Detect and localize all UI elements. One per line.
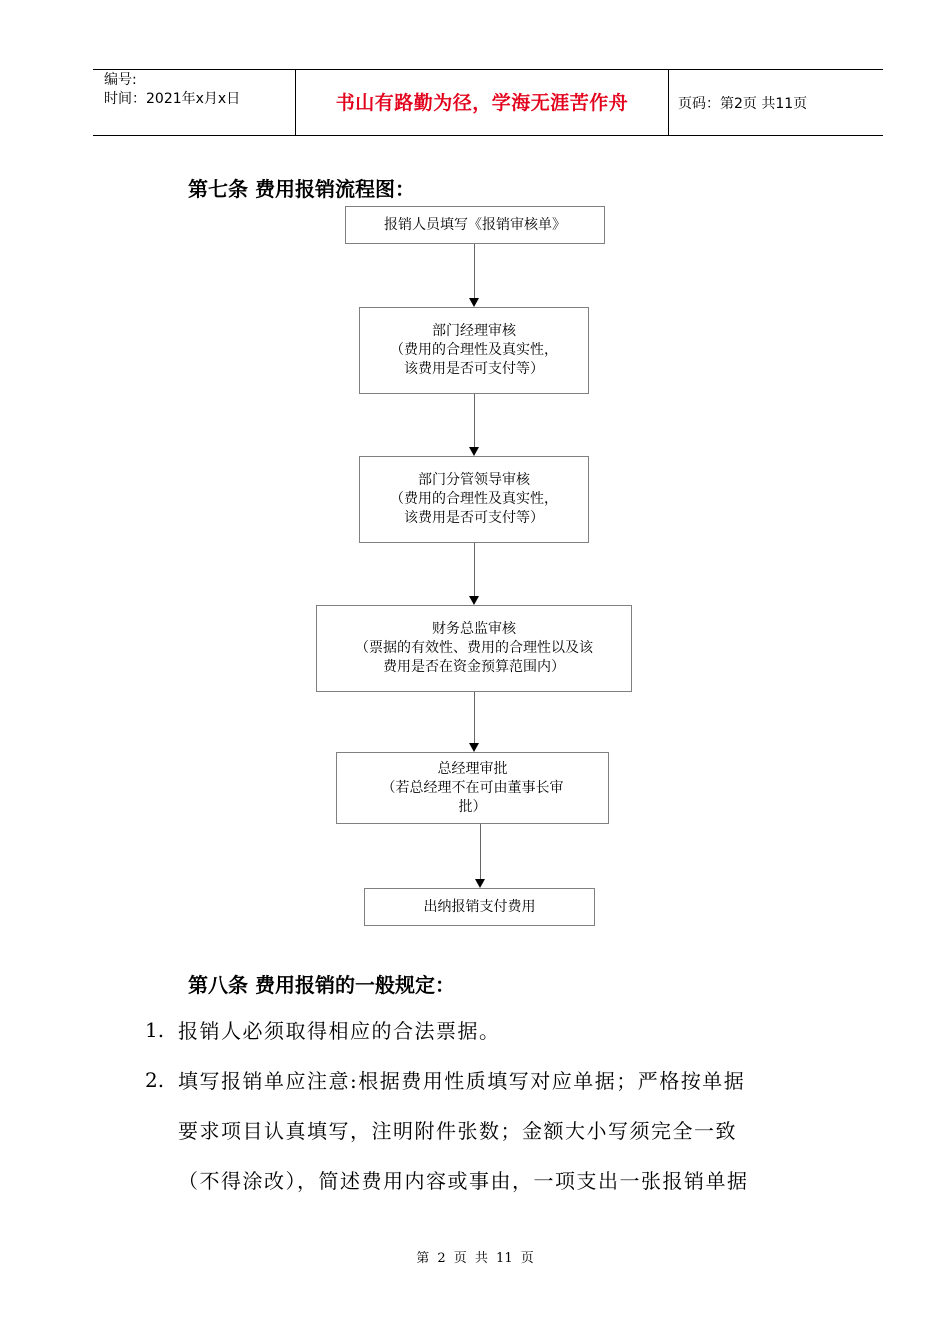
list-item-line: （不得涂改），简述费用内容或事由，一项支出一张报销单据 (178, 1169, 749, 1193)
flow-step-text: 财务总监审核 (432, 621, 516, 637)
flow-step-cfo (316, 605, 632, 692)
header-motto: 书山有路勤为径，学海无涯苦作舟 (335, 92, 629, 114)
header-divider-right (668, 69, 669, 136)
flow-arrowhead-1 (469, 298, 479, 307)
flow-step-general-manager (336, 752, 609, 824)
flow-step-text: （费用的合理性及真实性， (390, 342, 558, 358)
flow-step-text: 批） (458, 798, 487, 815)
flow-step-cashier (364, 888, 595, 926)
list-item-line: 报销人必须取得相应的合法票据。 (178, 1019, 501, 1043)
flow-step-text: 总经理审批 (437, 760, 508, 777)
flow-step-submit (345, 206, 605, 244)
flow-connector-3 (474, 543, 475, 596)
header-meta (104, 71, 240, 109)
flow-step-text: 部门分管领导审核 (418, 472, 530, 488)
list-item-line: 要求项目认真填写，注明附件张数；金额大小写须完全一致 (178, 1119, 737, 1143)
header-bottom-rule (93, 135, 883, 136)
flow-step-dept-manager (359, 307, 589, 394)
page-footer: 第 2 页 共 11 页 (416, 1251, 534, 1266)
flow-step-text: （票据的有效性、费用的合理性以及该 (355, 640, 593, 656)
flow-step-text: 出纳报销支付费用 (423, 898, 536, 915)
flow-step-text: （若总经理不在可由董事长审 (381, 779, 564, 796)
header-page-info: 页码：第2页 共11页 (678, 96, 808, 112)
time-label: 时间：2021年x月x日 (104, 91, 241, 107)
flow-arrowhead-4 (469, 743, 479, 752)
flow-step-text: 该费用是否可支付等） (404, 361, 544, 377)
flow-arrowhead-5 (475, 879, 485, 888)
flow-connector-2 (474, 394, 475, 447)
flow-step-text: 该费用是否可支付等） (404, 510, 544, 526)
flow-connector-4 (474, 692, 475, 743)
flow-connector-1 (474, 244, 475, 298)
flow-step-division-leader (359, 456, 589, 543)
flow-step-text: 报销人员填写《报销审核单》 (384, 216, 566, 233)
list-item-number: 1. (145, 1018, 165, 1042)
flow-step-text: （费用的合理性及真实性， (390, 491, 558, 507)
flow-arrowhead-2 (469, 447, 479, 456)
header-top-rule (93, 69, 883, 70)
flow-step-text: 费用是否在资金预算范围内） (383, 659, 565, 675)
section7-title: 第七条 费用报销流程图： (188, 177, 415, 201)
flow-connector-5 (480, 824, 481, 879)
serial-label: 编号: (104, 72, 137, 88)
flow-step-text: 部门经理审核 (432, 323, 516, 339)
flow-arrowhead-3 (469, 596, 479, 605)
list-item-number: 2. (145, 1068, 165, 1092)
section8-title: 第八条 费用报销的一般规定： (188, 973, 455, 997)
list-item-line: 填写报销单应注意:根据费用性质填写对应单据；严格按单据 (178, 1069, 746, 1093)
